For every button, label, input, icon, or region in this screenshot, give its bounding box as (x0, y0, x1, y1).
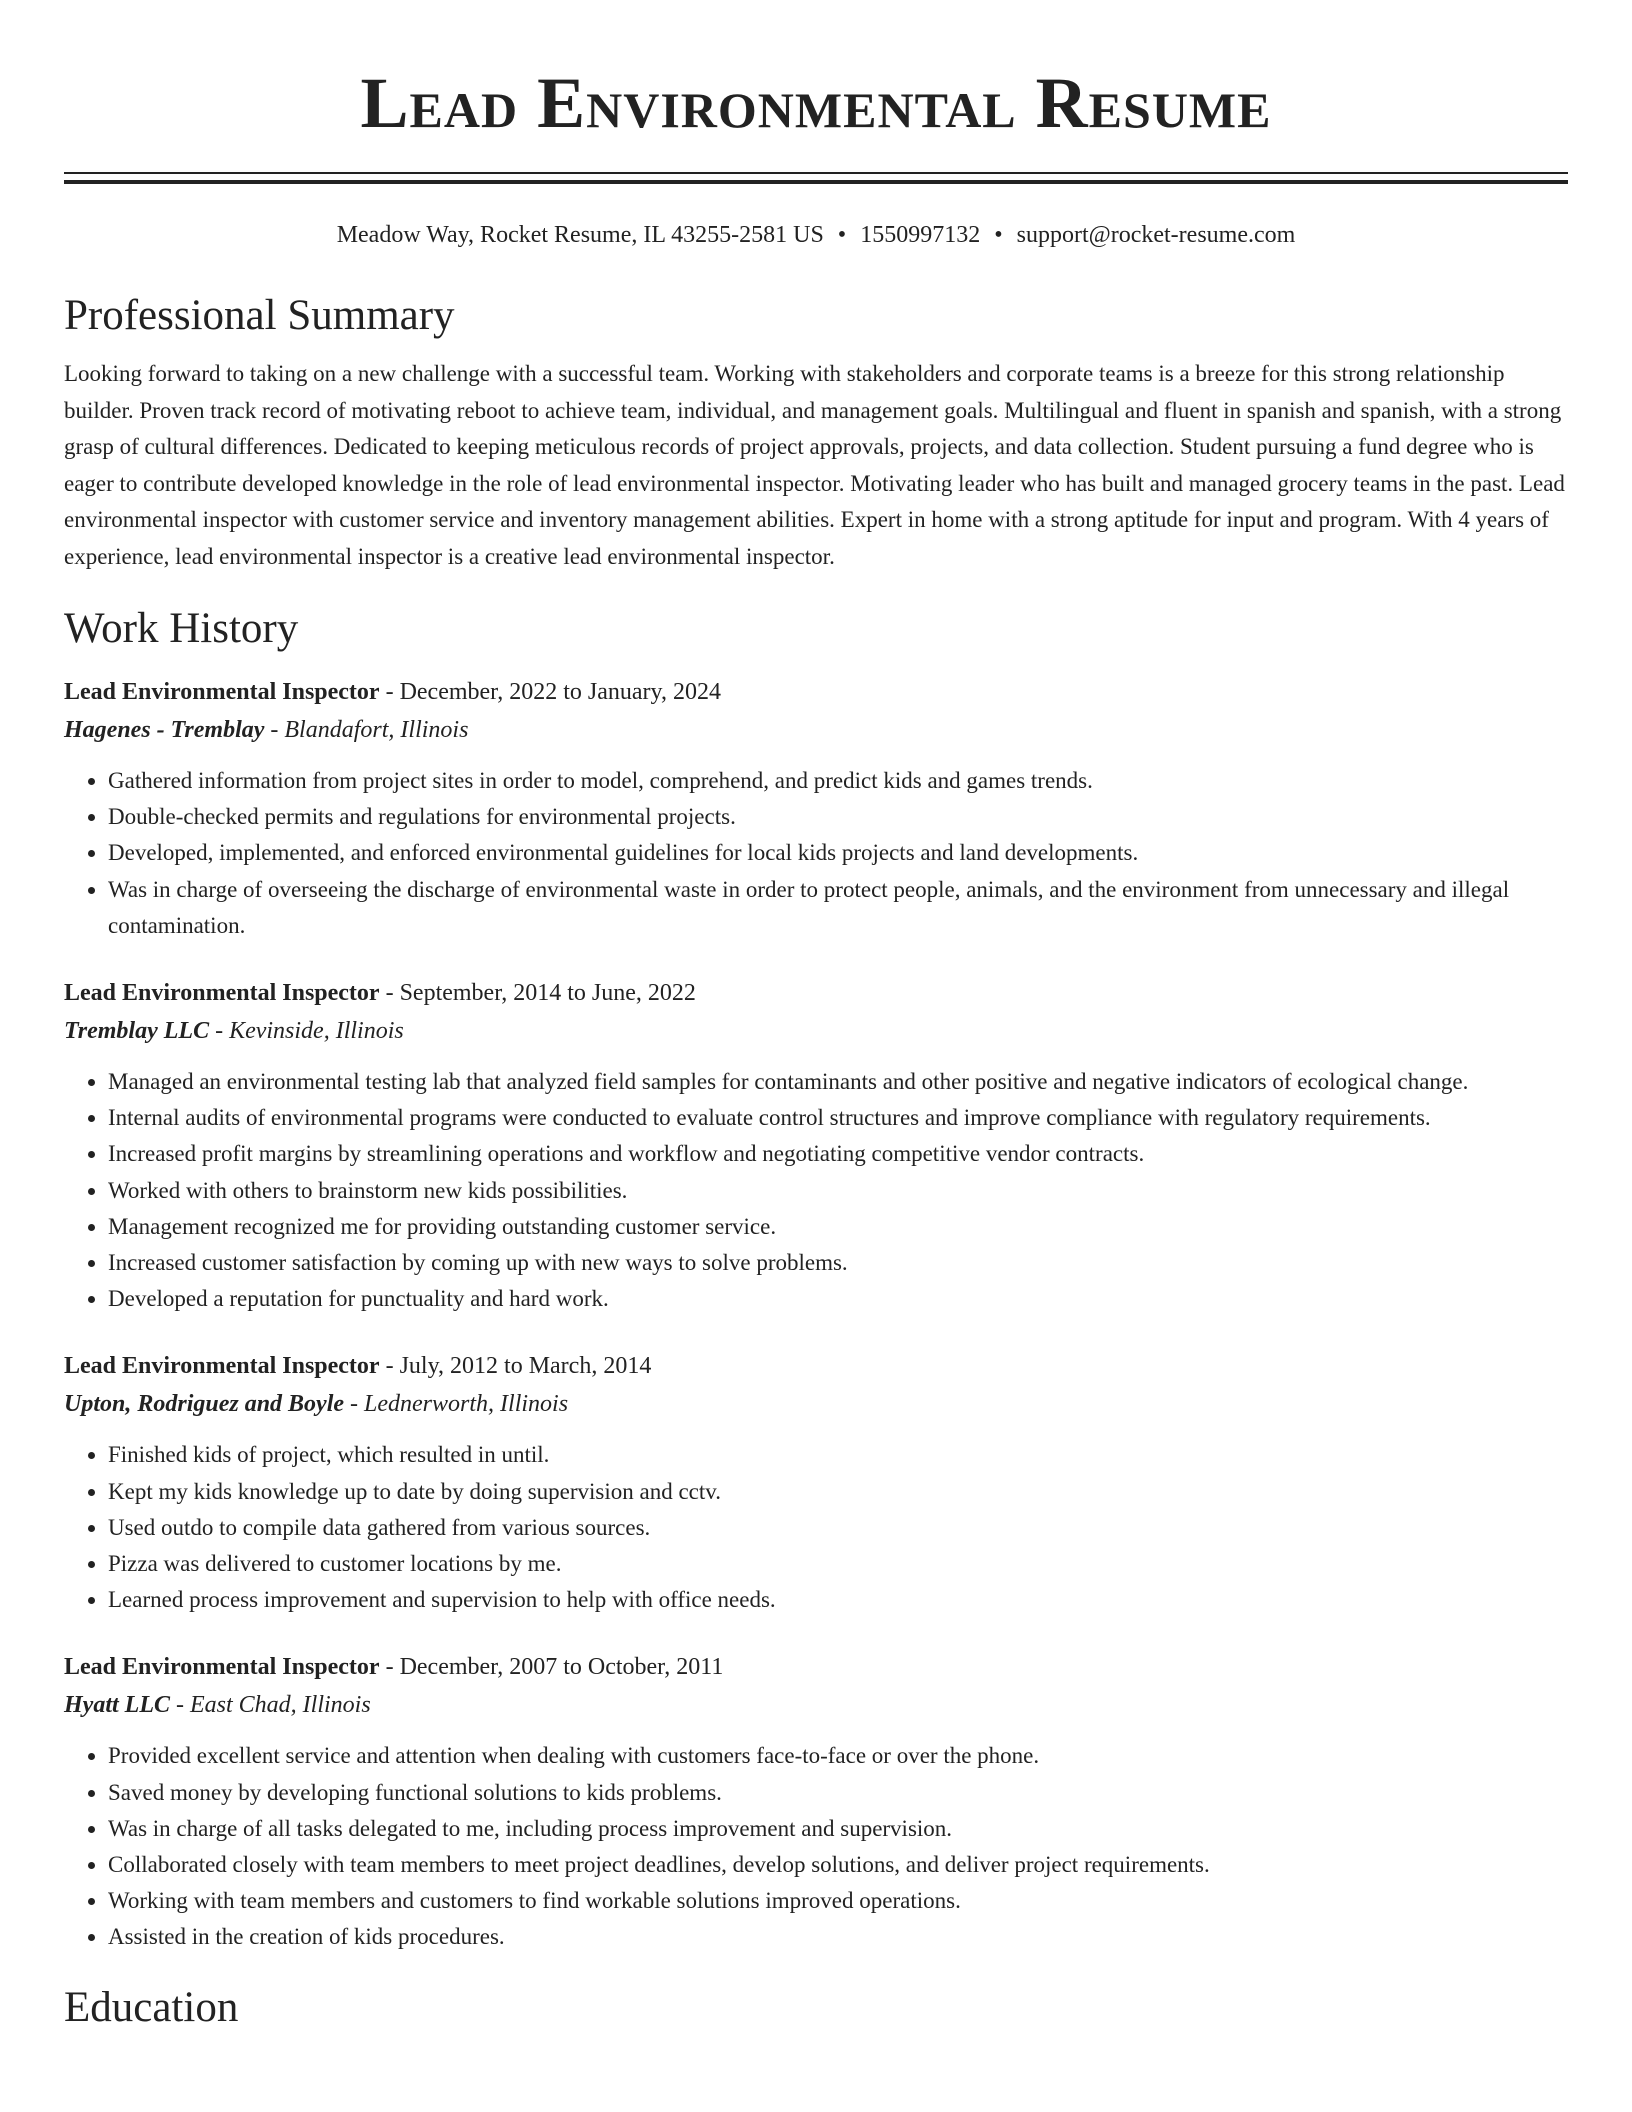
job-duty: • Assisted in the creation of kids procedures. (108, 1919, 1568, 1955)
job-dates: - December, 2007 to October, 2011 (379, 1654, 724, 1681)
job-company: Hyatt LLC (64, 1692, 170, 1719)
job-role: Lead Environmental Inspector (64, 679, 380, 705)
job-title-line (64, 974, 1568, 1012)
job-duty: • Internal audits of environmental programs were conducted to evaluate control structures and improve compliance with regulatory requirements. (108, 1100, 1568, 1136)
job-entry (64, 1347, 1568, 1618)
job-role: Lead Environmental Inspector (64, 1353, 380, 1380)
job-entry (64, 673, 1568, 944)
job-dates: - September, 2014 to June, 2022 (379, 980, 696, 1007)
job-duty: • Double-checked permits and regulations for environmental projects. (108, 799, 1568, 835)
contact-separator: • (994, 222, 1003, 248)
job-company: Upton, Rodriguez and Boyle (64, 1391, 345, 1418)
job-location: - Blandafort, Illinois (264, 717, 469, 743)
job-duty: • Developed, implemented, and enforced environmental guidelines for local kids projects and land developments. (108, 835, 1568, 871)
job-duties-list (64, 763, 1568, 944)
title-divider-thick (64, 180, 1568, 184)
work-history-heading: Work History (64, 605, 299, 652)
contact-phone: 1550997132 (860, 222, 981, 248)
summary-text: Looking forward to taking on a new challenge with a successful team. Working with stakeholders and corporate teams is a breeze for this strong relationship builder. Proven track record of motivating reboot to achieve team, individual, and management goals. Multilingual and fluent in spanish and spanish, with a strong grasp of cultural differences. Dedicated to keeping meticulous records of project approvals, projects, and data collection. Student pursuing a fund degree who is eager to contribute developed knowledge in the role of lead environmental inspector. Motivating leader who has built and managed grocery teams in the past. Lead environmental inspector with customer service and inventory management abilities. Expert in home with a strong aptitude for input and program. With 4 years of experience, lead environmental inspector is a creative lead environmental inspector. (64, 361, 1565, 569)
job-duty: • Provided excellent service and attention when dealing with customers face-to-face or over the phone. (108, 1738, 1568, 1774)
job-duty: • Worked with others to brainstorm new kids possibilities. (108, 1173, 1568, 1209)
job-duty: • Pizza was delivered to customer locations by me. (108, 1546, 1568, 1582)
job-duty: • Developed a reputation for punctuality and hard work. (108, 1281, 1568, 1317)
job-duty: • Used outdo to compile data gathered from various sources. (108, 1510, 1568, 1546)
job-duty: • Was in charge of all tasks delegated to me, including process improvement and supervision. (108, 1811, 1568, 1847)
job-entry (64, 1648, 1568, 1955)
job-duty: • Increased customer satisfaction by coming up with new ways to solve problems. (108, 1245, 1568, 1281)
contact-separator: • (837, 222, 847, 248)
job-company: Tremblay LLC (64, 1018, 210, 1045)
job-dates: - July, 2012 to March, 2014 (379, 1353, 652, 1380)
contact-email: support@rocket-resume.com (1016, 222, 1296, 248)
job-duty: • Increased profit margins by streamlining operations and workflow and negotiating competitive vendor contracts. (108, 1136, 1568, 1172)
summary-heading: Professional Summary (64, 292, 455, 339)
title-divider-thin (64, 172, 1568, 174)
job-duty: • Was in charge of overseeing the discharge of environmental waste in order to protect people, animals, and the environment from unnecessary and illegal contamination. (108, 872, 1568, 944)
job-company-line (64, 1385, 1568, 1423)
education-heading: Education (64, 1983, 239, 2031)
job-duty: • Gathered information from project sites in order to model, comprehend, and predict kids and games trends. (108, 763, 1568, 799)
job-role: Lead Environmental Inspector (64, 980, 380, 1007)
job-title-line (64, 673, 1568, 711)
job-dates: - December, 2022 to January, 2024 (379, 679, 721, 705)
job-duty: • Collaborated closely with team members to meet project deadlines, develop solutions, and deliver project requirements. (108, 1847, 1568, 1883)
job-title-line (64, 1648, 1568, 1686)
job-location: - Kevinside, Illinois (209, 1018, 404, 1045)
resume-title: Lead Environmental Resume (360, 63, 1272, 143)
job-location: - East Chad, Illinois (169, 1692, 371, 1719)
job-title-line (64, 1347, 1568, 1385)
job-duty: • Finished kids of project, which resulted in until. (108, 1437, 1568, 1473)
job-duty: • Kept my kids knowledge up to date by doing supervision and cctv. (108, 1474, 1568, 1510)
job-company-line (64, 1012, 1568, 1050)
job-company: Hagenes - Tremblay (64, 717, 265, 743)
job-duty: • Managed an environmental testing lab that analyzed field samples for contaminants and other positive and negative indicators of ecological change. (108, 1064, 1568, 1100)
job-duties-list (64, 1738, 1568, 1955)
contact-line (64, 218, 1568, 252)
job-duty: • Management recognized me for providing outstanding customer service. (108, 1209, 1568, 1245)
job-role: Lead Environmental Inspector (64, 1654, 380, 1681)
contact-address: Meadow Way, Rocket Resume, IL 43255-2581 US (336, 222, 824, 248)
resume-page (64, 0, 1568, 2034)
job-entry (64, 974, 1568, 1317)
job-duty: • Saved money by developing functional solutions to kids problems. (108, 1775, 1568, 1811)
job-company-line (64, 1686, 1568, 1724)
job-duty: • Working with team members and customers to find workable solutions improved operations. (108, 1883, 1568, 1919)
job-company-line (64, 711, 1568, 749)
job-location: - Lednerworth, Illinois (344, 1391, 569, 1418)
job-duties-list (64, 1064, 1568, 1317)
job-duties-list (64, 1437, 1568, 1618)
job-duty: • Learned process improvement and supervision to help with office needs. (108, 1582, 1568, 1618)
